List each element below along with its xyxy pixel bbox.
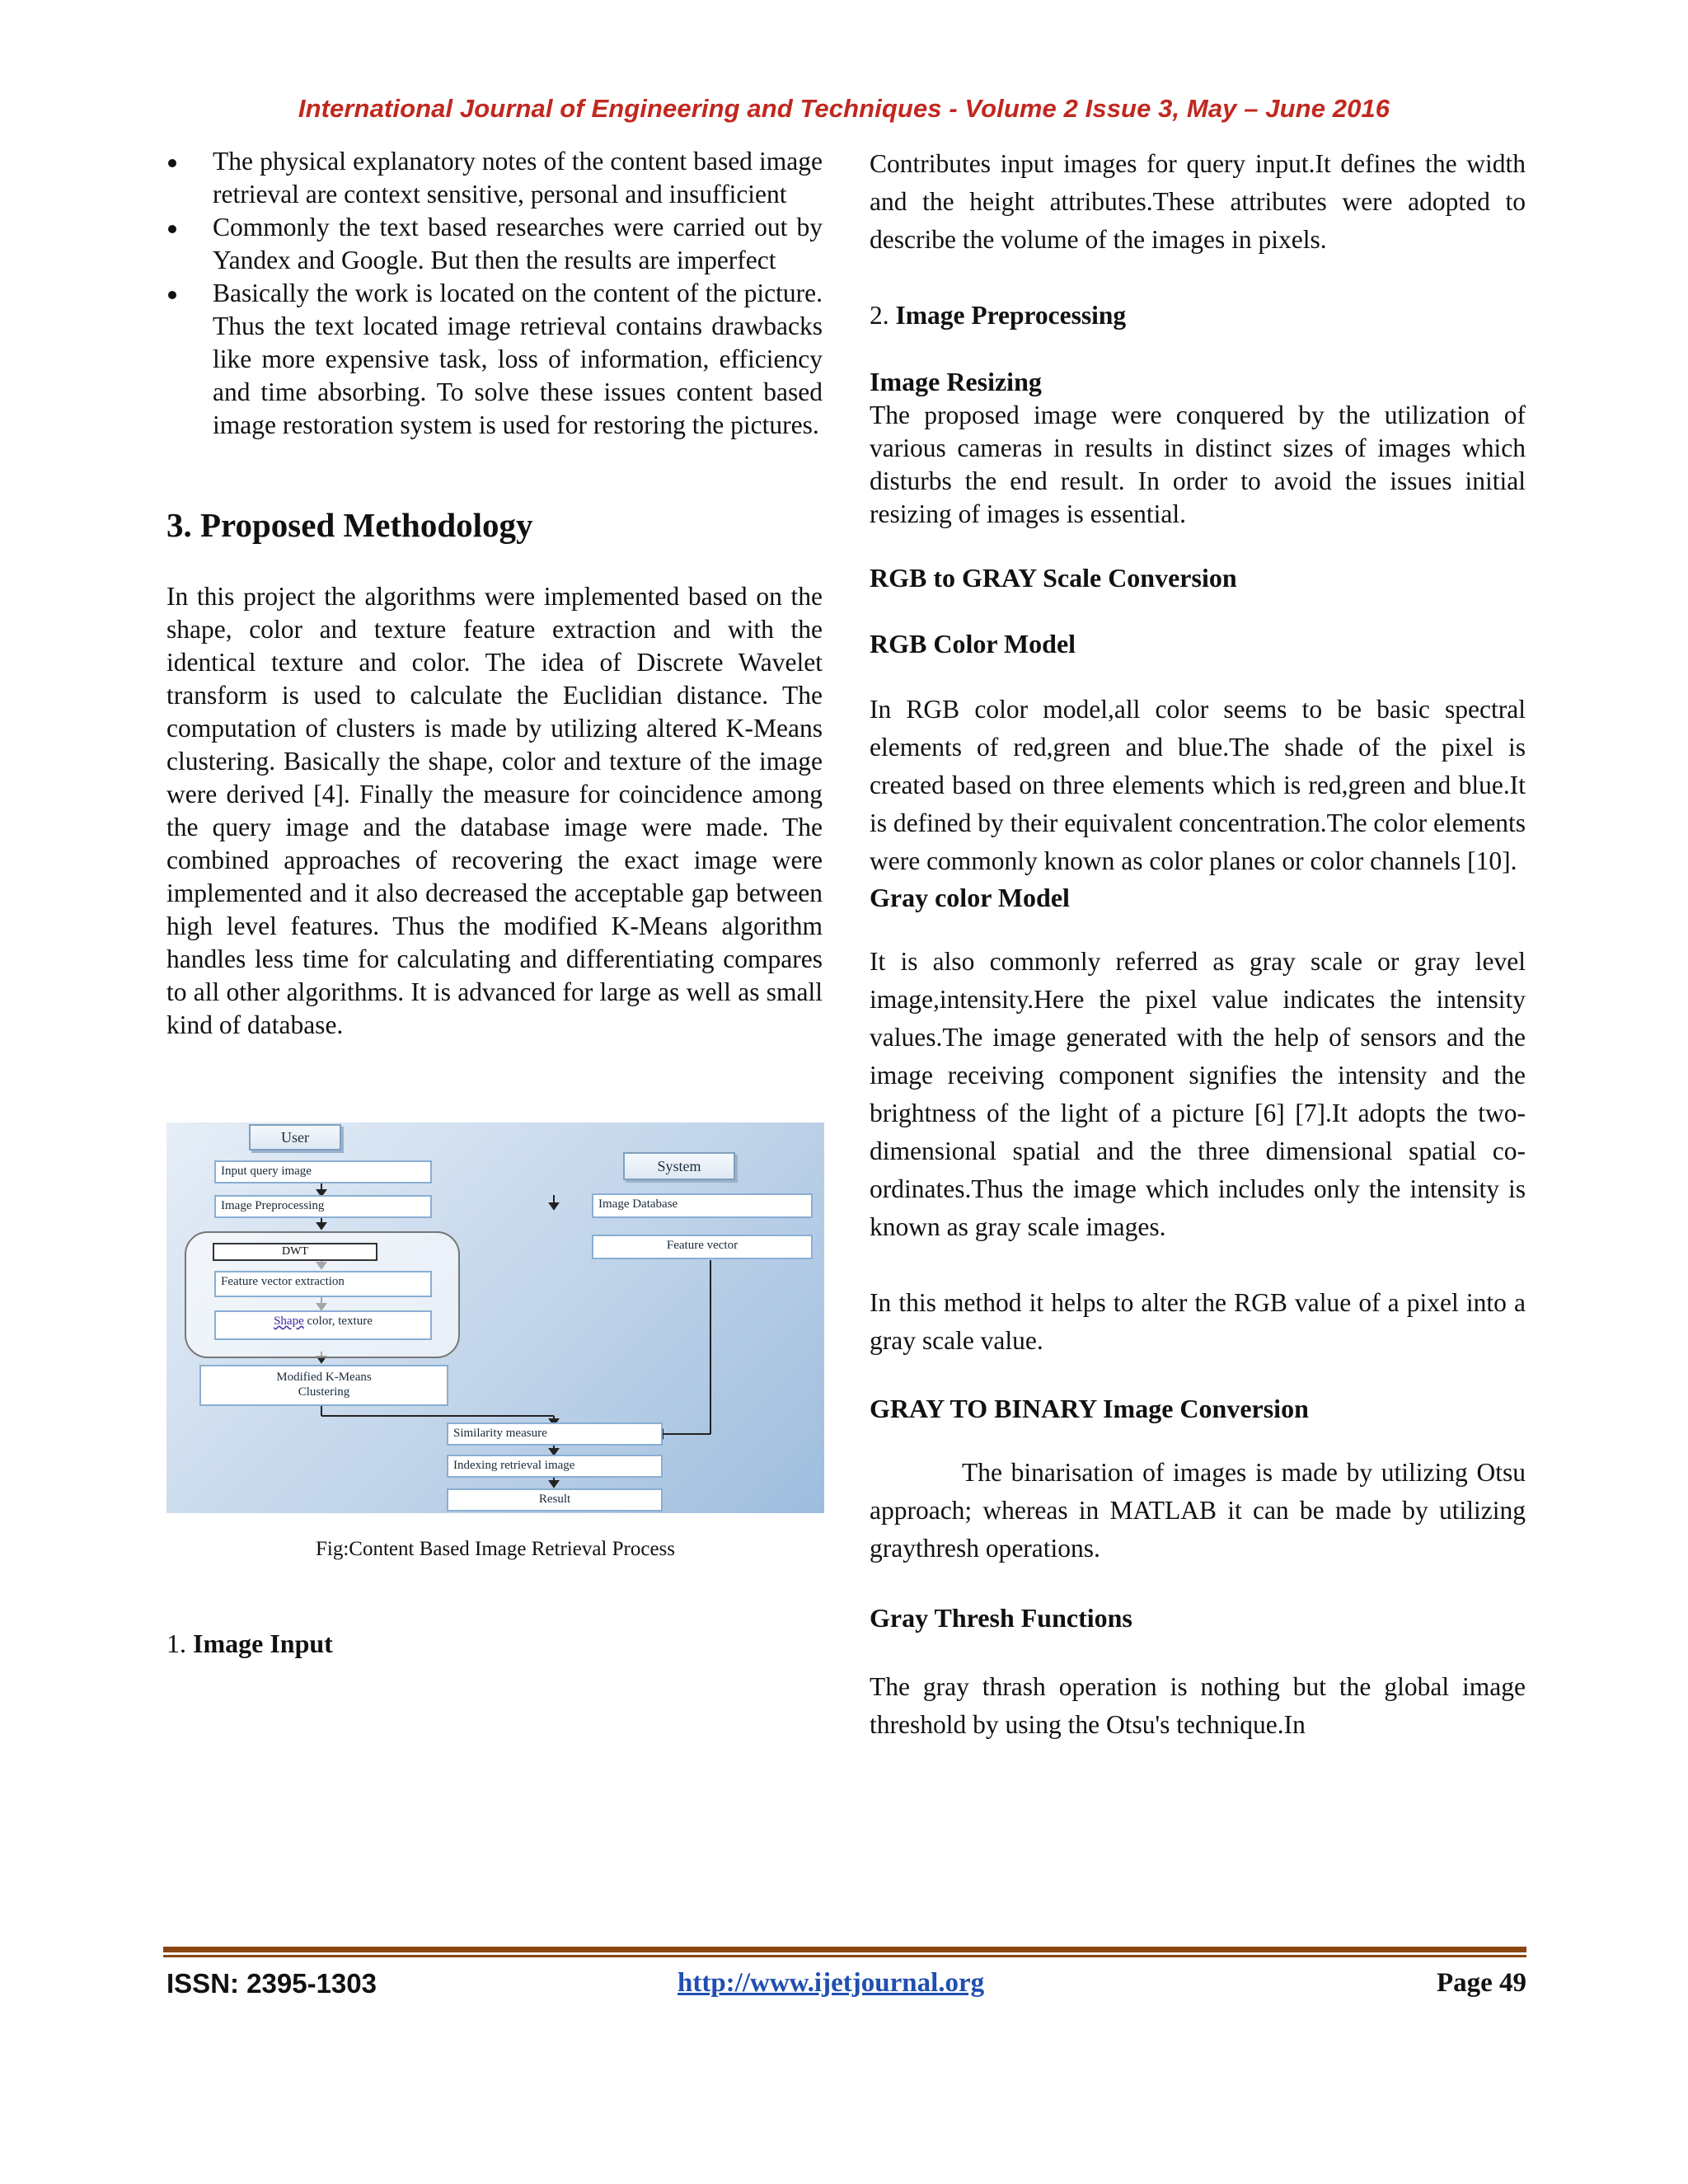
gray-thresh-paragraph: The gray thrash operation is nothing but the global image threshold by using the Otsu's technique.In [870, 1672, 1526, 1739]
bullet-icon [168, 225, 176, 233]
result-box: Result [447, 1488, 663, 1511]
rgb-model-paragraph: In RGB color model,all color seems to be basic spectral elements of red,green and blue.The shade of the pixel is created based on three elements which is red,green and blue.It is defined by their equivalent concentration.The color elements were commonly known as color planes or color channels [10]. [870, 695, 1526, 875]
gray-thresh-heading: Gray Thresh Functions [870, 1603, 1132, 1633]
image-database-box: Image Database [592, 1193, 813, 1218]
image-input-num: 1. [166, 1629, 193, 1658]
issn-text: ISSN: 2395-1303 [166, 1968, 377, 1999]
shape-rest: color, texture [307, 1315, 373, 1328]
footer-rule [163, 1947, 1526, 1952]
journal-link[interactable]: http://www.ijetjournal.org [678, 1968, 985, 1998]
bullet-item [166, 277, 823, 442]
page-footer [166, 1968, 1526, 2004]
bullet-text: The physical explanatory notes of the content based image retrieval are context sensitive, personal and insufficient [213, 147, 823, 209]
section-title: 3. Proposed Methodology [166, 506, 533, 544]
gray-model-paragraph: It is also commonly referred as gray scale or gray level image,intensity.Here the pixel value indicates the intensity values.The image generated with the help of sensors and the image receiving component signifies the intensity and the brightness of the light of a picture [6] [7].It adopts the two-dimensional spatial and the three dimensional spatial co-ordinates.Thus the image which includes only the intensity is known as gray scale images. [870, 947, 1526, 1241]
preprocessing-heading [870, 297, 1526, 335]
bullet-list [166, 145, 823, 442]
method-paragraph: In this method it helps to alter the RGB value of a pixel into a gray scale value. [870, 1288, 1526, 1355]
bullet-icon [168, 291, 176, 299]
resizing-heading: Image Resizing [870, 367, 1042, 396]
kmeans-line1: Modified K-Means [276, 1371, 372, 1384]
contributes-paragraph: Contributes input images for query input.It defines the width and the height attributes.These attributes were adopted to describe the volume of the images in pixels. [870, 149, 1526, 254]
input-query-box: Input query image [214, 1160, 432, 1183]
resizing-paragraph: The proposed image were conquered by the utilization of various cameras in results in distinct sizes of images which disturbs the end result. In order to avoid the issues initial resizing of images is essential. [870, 401, 1526, 528]
feature-extraction-box: Feature vector extraction [214, 1271, 432, 1297]
bullet-item [166, 145, 823, 211]
rgb-gray-heading: RGB to GRAY Scale Conversion [870, 563, 1237, 593]
left-column [166, 145, 823, 1660]
bullet-text: Basically the work is located on the content of the picture. Thus the text located image retrieval contains drawbacks like more expensive task, loss of information, efficiency and time absorbing. To solve these issues content based image restoration system is used for restoring the pictures. [213, 279, 823, 439]
image-input-label: Image Input [193, 1629, 333, 1658]
user-tag: User [249, 1124, 341, 1151]
shape-word: Shape [274, 1315, 304, 1328]
kmeans-line2: Clustering [298, 1385, 350, 1399]
binarisation-paragraph: The binarisation of images is made by utilizing Otsu approach; whereas in MATLAB it can be made by utilizing graythresh operations. [870, 1458, 1526, 1563]
figure-caption: Fig:Content Based Image Retrieval Process [315, 1538, 676, 1560]
similarity-box: Similarity measure [447, 1422, 663, 1446]
preprocessing-num: 2. [870, 301, 896, 330]
cbir-process-figure [166, 1122, 824, 1513]
bullet-icon [168, 159, 176, 167]
shape-color-texture-box [214, 1310, 432, 1340]
gray-binary-heading: GRAY TO BINARY Image Conversion [870, 1394, 1309, 1423]
indexing-box: Indexing retrieval image [447, 1455, 663, 1478]
bullet-item [166, 211, 823, 277]
dwt-box: DWT [213, 1243, 377, 1261]
rgb-model-heading: RGB Color Model [870, 629, 1076, 658]
methodology-paragraph: In this project the algorithms were implemented based on the shape, color and texture feature extraction and with the identical texture and color. The idea of Discrete Wavelet transform is used to calculate the Euclidian distance. The computation of clusters is made by utilizing altered K-Means clustering. Basically the shape, color and texture of the image were derived [4]. Finally the measure for coincidence among the query image and the database image were made. The combined approaches of recovering the exact image were implemented and it also decreased the acceptable gap between high level features. Thus the modified K-Means algorithm handles less time for calculating and differentiating compares to all other algorithms. It is advanced for large as well as small kind of database. [166, 582, 823, 1039]
page-number: Page 49 [1436, 1968, 1526, 1998]
footer-rule-thin [163, 1955, 1526, 1957]
image-input-heading [166, 1627, 823, 1660]
system-tag: System [623, 1152, 735, 1180]
kmeans-box [199, 1365, 448, 1406]
gray-model-heading: Gray color Model [870, 883, 1070, 912]
running-head: International Journal of Engineering and Techniques - Volume 2 Issue 3, May – June 2016 [298, 94, 1390, 123]
right-column [870, 145, 1526, 1744]
preprocessing-label: Image Preprocessing [895, 301, 1127, 330]
preprocessing-box: Image Preprocessing [214, 1195, 432, 1218]
feature-vector-box: Feature vector [592, 1235, 813, 1259]
bullet-text: Commonly the text based researches were carried out by Yandex and Google. But then the results are imperfect [213, 213, 823, 274]
